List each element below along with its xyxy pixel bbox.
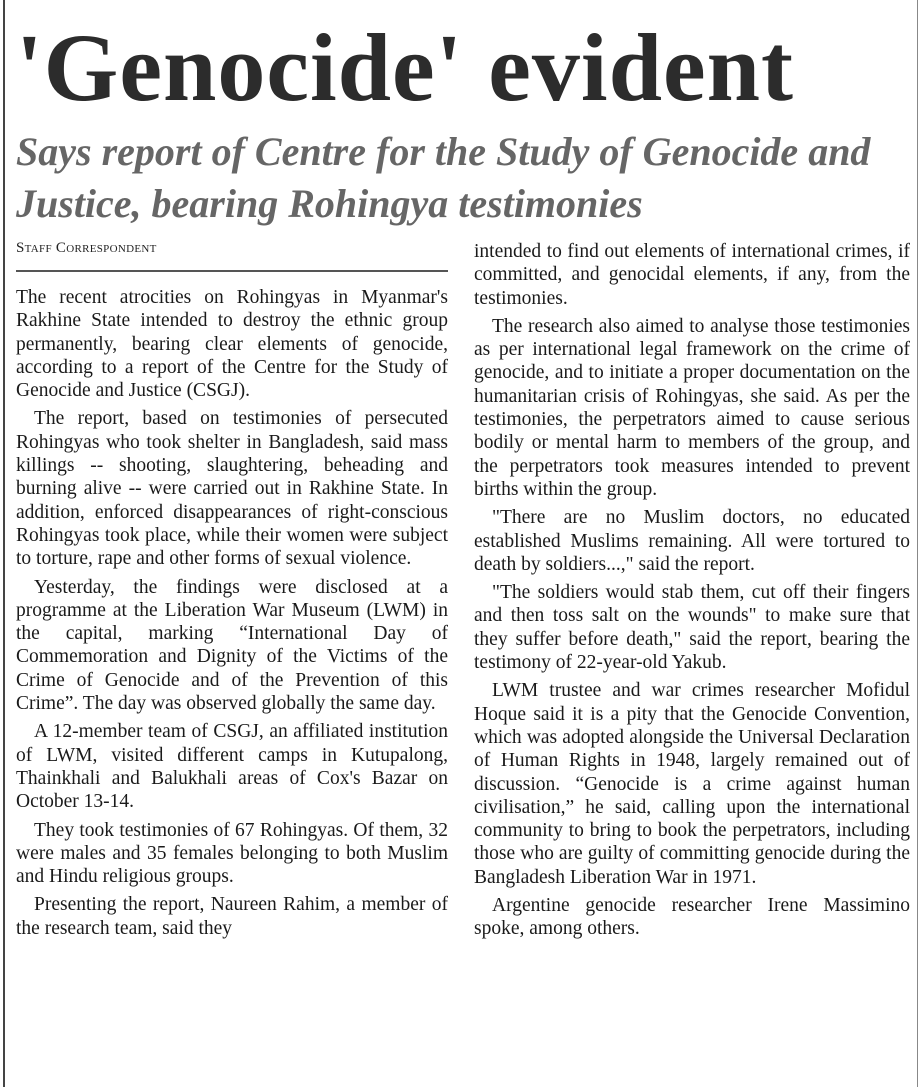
paragraph: A 12-member team of CSGJ, an affiliated institution of LWM, visited different camps in Kutupalong, Thainkhali and Balukhali areas of Cox's Bazar on October 13-14. [16, 721, 448, 813]
paragraph: They took testimonies of 67 Rohingyas. Of them, 32 were males and 35 females belonging to both Muslim and Hindu religious groups. [16, 819, 448, 888]
paragraph: Argentine genocide researcher Irene Massimino spoke, among others. [474, 895, 910, 940]
paragraph: The recent atrocities on Rohingyas in Myanmar's Rakhine State intended to destroy the ethnic group permanently, bearing clear elements of genocide, according to a report of the Centre for the Study of Genocide and Justice (CSGJ). [16, 287, 448, 402]
column-rule-right [917, 0, 918, 1087]
paragraph: The report, based on testimonies of persecuted Rohingyas who took shelter in Bangladesh, said mass killings -- shooting, slaughtering, beheading and burning alive -- were carried out in Rakhine State. In addition, enforced disappearances of right-conscious Rohingyas took place, while their women were subject to torture, rape and other forms of sexual violence. [16, 408, 448, 570]
headline: 'Genocide' evident [16, 14, 794, 121]
paragraph: The research also aimed to analyse those testimonies as per international legal framework on the crime of genocide, and to initiate a proper documentation on the humanitarian crisis of Rohingyas, she said. As per the testimonies, the perpetrators aimed to cause serious bodily or mental harm to members of the group, and the perpetrators took measures intended to prevent births within the group. [474, 315, 910, 500]
paragraph: "There are no Muslim doctors, no educated established Muslims remaining. All were tortured to death by soldiers...," said the report. [474, 507, 910, 575]
subheadline: Says report of Centre for the Study of Genocide and Justice, bearing Rohingya testimonies [16, 129, 871, 226]
paragraph: "The soldiers would stab them, cut off their fingers and then toss salt on the wounds" to make sure that they suffer before death," said the report, bearing the testimony of 22-year-old Yakub. [474, 582, 910, 674]
byline: Staff Correspondent [16, 240, 157, 256]
byline-divider [16, 270, 448, 272]
paragraph: Yesterday, the findings were disclosed at a programme at the Liberation War Museum (LWM) in the capital, marking “International Day of Commemoration and Dignity of the Victims of the Crime of Genocide and of the Prevention of this Crime”. The day was observed globally the same day. [16, 576, 448, 715]
paragraph: Presenting the report, Naureen Rahim, a member of the research team, said they [16, 894, 448, 939]
article-column-right [474, 240, 910, 946]
column-rule-left [3, 0, 5, 1087]
paragraph: LWM trustee and war crimes researcher Mofidul Hoque said it is a pity that the Genocide Convention, which was adopted alongside the Universal Declaration of Human Rights in 1948, largely remained out of discussion. “Genocide is a crime against human civilisation,” he said, calling upon the international community to bring to book the perpetrators, including those who are guilty of committing genocide during the Bangladesh Liberation War in 1971. [474, 680, 910, 888]
paragraph: intended to find out elements of international crimes, if committed, and genocidal elements, if any, from the testimonies. [474, 241, 910, 309]
article-column-left [16, 286, 448, 945]
